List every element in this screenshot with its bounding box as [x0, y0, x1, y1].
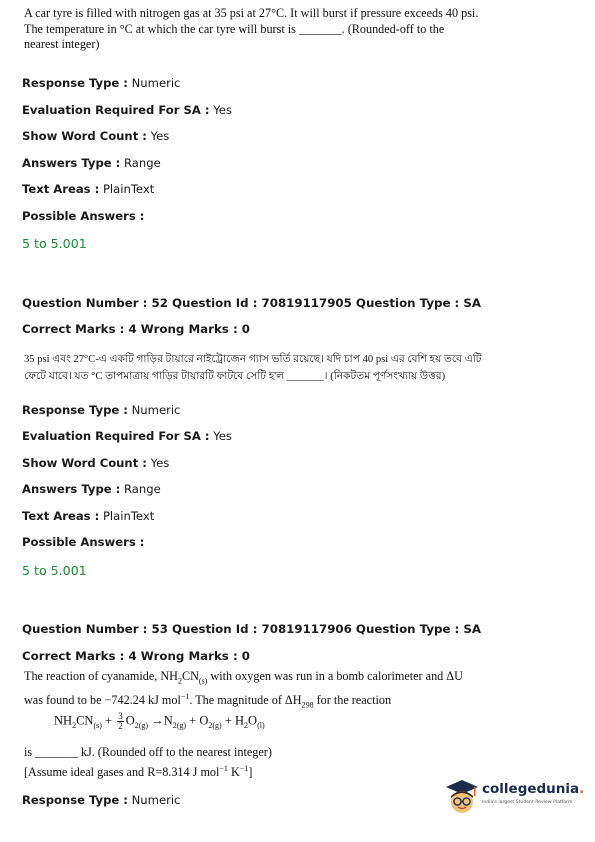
q52-response-type: Response Type : Numeric — [22, 403, 181, 417]
q53-response-type: Response Type : Numeric — [22, 793, 181, 807]
q52-show-word-count: Show Word Count : Yes — [22, 456, 170, 470]
q52-text-areas: Text Areas : PlainText — [22, 509, 155, 523]
q53-reaction-equation: $NH_2CN_{(s)}$ + $\frac{3}{2}$ $O_{2(g)} \to N_{2(g)} + O_{2(g)} + H_2O_{(l)}$ — [54, 711, 265, 731]
logo-tagline: India's largest Student Review Platform — [482, 800, 573, 805]
q51-response-type: Response Type : Numeric — [22, 76, 181, 90]
q52-answers-type: Answers Type : Range — [22, 482, 161, 496]
q52-evaluation-required: Evaluation Required For SA : Yes — [22, 429, 232, 443]
q52-possible-answers-value: 5 to 5.001 — [22, 563, 87, 578]
q51-evaluation-required: Evaluation Required For SA : Yes — [22, 103, 232, 117]
three-halves-fraction: $\frac{3}{2}$ — [118, 711, 123, 731]
logo-name: collegedunia. — [482, 781, 585, 797]
q51-question-text: A car tyre is filled with nitrogen gas at 35 psi at 27°C. It will burst if pressure exceeds 40 psi. The temperature in °C at which the car tyre will burst is _______. (Rounded-off to the nearest integer) — [24, 6, 479, 51]
q51-answers-type: Answers Type : Range — [22, 156, 161, 170]
q52-header: Question Number : 52 Question Id : 70819117905 Question Type : SA — [22, 296, 482, 310]
q53-marks: Correct Marks : 4 Wrong Marks : 0 — [22, 649, 250, 663]
q53-question-text-cont: is _______ kJ. (Rounded off to the nearest integer) [Assume ideal gases and R=8.314 J mol$^{-1}$ $K^{-1}$] — [24, 745, 272, 779]
q51-possible-answers-label: Possible Answers : — [22, 209, 145, 223]
q52-possible-answers-label: Possible Answers : — [22, 535, 145, 549]
q53-header: Question Number : 53 Question Id : 70819117906 Question Type : SA — [22, 622, 482, 636]
q52-question-text: 35 psi এবং 27°C-এ একটি গাড়ির টায়ারে নাইট্রোজেন গ্যাস ভর্তি রয়েছে। যদি চাপ 40 psi এর বেশি হয় তবে এটি ফেটে যাবে। যত °C তাপমাত্রায় গাড়ির টায়ারটি ফাটবে সেটি হ'ল _______। (নিকটতম পূর্ণসংখ্যায় উত্তর) — [24, 354, 482, 382]
q53-question-text: The reaction of cyanamide, $NH_2CN_{(s)}$ with oxygen was run in a bomb calorimeter and ΔU was found to be −742.24 kJ mol$^{-1}$. The magnitude of $\Delta H_{298}$ for the reaction — [24, 669, 463, 710]
q51-show-word-count: Show Word Count : Yes — [22, 129, 170, 143]
collegedunia-logo — [444, 778, 585, 818]
q51-possible-answers-value: 5 to 5.001 — [22, 236, 87, 251]
graduate-mascot-icon — [444, 778, 480, 816]
q52-marks: Correct Marks : 4 Wrong Marks : 0 — [22, 322, 250, 336]
q51-text-areas: Text Areas : PlainText — [22, 182, 155, 196]
